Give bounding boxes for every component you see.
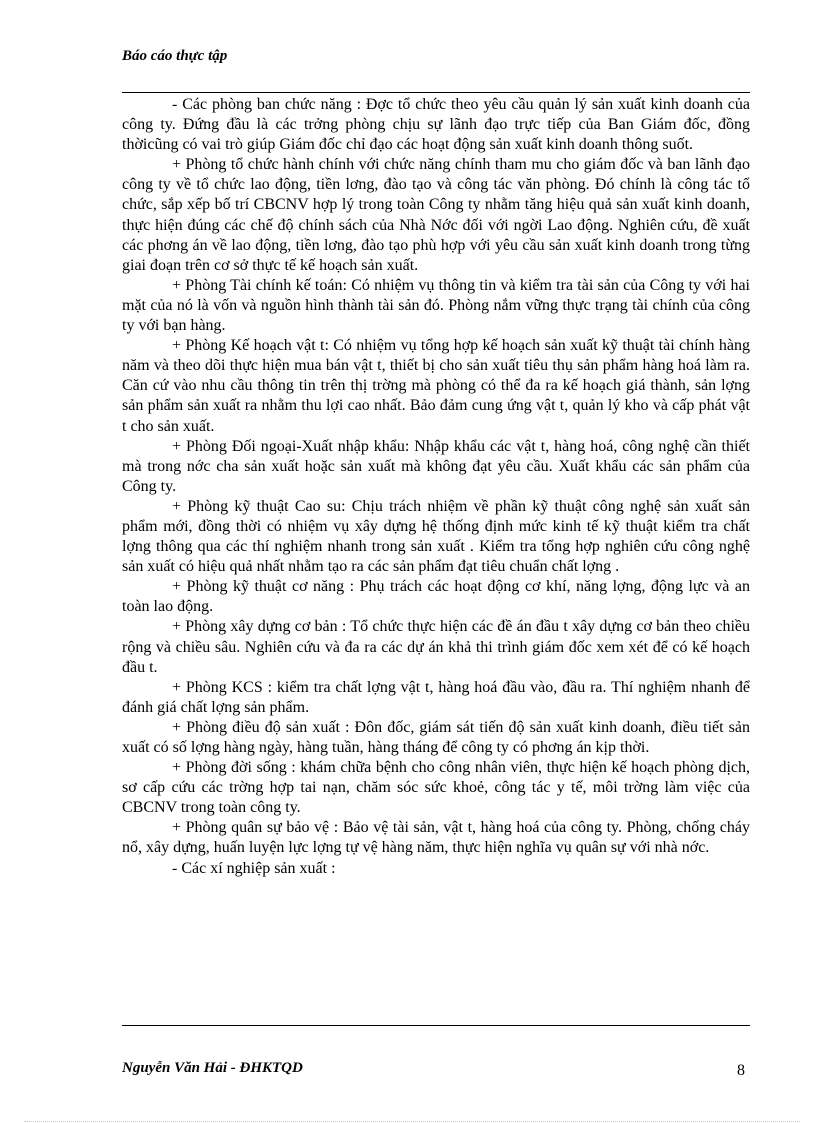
paragraph: + Phòng tổ chức hành chính với chức năng chính tham mu cho giám đốc và ban lãnh đạo công ty về tổ chức lao động, tiền lơng, đào tạo và công tác văn phòng. Đó chính là công tác tổ chức, sắp xếp bố trí CBCNV hợp lý trong toàn Công ty nhằm tăng hiệu quả sản xuất kinh doanh, thực hiện đúng các chế độ chính sách của Nhà Nớc đối với ngời Lao động. Nghiên cứu, đề xuất các phơng án về lao động, tiền lơng, đào tạo phù hợp với yêu cầu sản xuất kinh doanh trong từng giai đoạn trên cơ sở thực tế kế hoạch sản xuất. — [122, 156, 750, 274]
paragraph: - Các phòng ban chức năng : Đợc tổ chức theo yêu cầu quản lý sản xuất kinh doanh của công ty. Đứng đầu là các trởng phòng chịu sự lãnh đạo trực tiếp của Ban Giám đốc, đồng thờicũng có vai trò giúp Giám đốc chỉ đạo các hoạt động sản xuất kinh doanh thông suốt. — [122, 96, 750, 154]
paragraph: + Phòng KCS : kiểm tra chất lợng vật t, hàng hoá đầu vào, đầu ra. Thí nghiệm nhanh để đánh giá chất lợng sản phẩm. — [122, 678, 750, 716]
paragraph: - Các xí nghiệp sản xuất : — [172, 859, 336, 877]
footer-divider — [122, 1025, 750, 1026]
paragraph: + Phòng kỹ thuật cơ năng : Phụ trách các hoạt động cơ khí, năng lợng, động lực và an toàn lao động. — [122, 578, 750, 616]
page-header-title: Báo cáo thực tập — [122, 48, 228, 64]
page-break-line — [24, 1121, 800, 1122]
paragraph: + Phòng quân sự bảo vệ : Bảo vệ tài sản, vật t, hàng hoá của công ty. Phòng, chống cháy nổ, xây dựng, huấn luyện lực lợng tự vệ hàng năm, thực hiện nghĩa vụ quân sự với nhà nớc. — [122, 819, 750, 857]
paragraph: + Phòng Đối ngoại-Xuất nhập khẩu: Nhập khẩu các vật t, hàng hoá, công nghệ cần thiết mà trong nớc cha sản xuất hoặc sản xuất mà không đạt yêu cầu. Xuất khẩu các sản phẩm của Công ty. — [122, 437, 750, 495]
paragraph: + Phòng kỹ thuật Cao su: Chịu trách nhiệm về phần kỹ thuật công nghệ sản xuất sản phẩm mới, đồng thời có nhiệm vụ xây dựng hệ thống định mức kinh tế kỹ thuật kiểm tra chất lợng thông qua các thí nghiệm nhanh trong sản xuất . Kiểm tra tổng hợp nghiên cứu công nghệ sản xuất có hiệu quả nhất nhằm tạo ra các sản phẩm đạt tiêu chuẩn chất lợng . — [122, 497, 750, 576]
paragraph: + Phòng Kế hoạch vật t: Có nhiệm vụ tổng hợp kế hoạch sản xuất kỹ thuật tài chính hàng năm và theo dõi thực hiện mua bán vật t, thiết bị cho sản xuất tiêu thụ sản phẩm hàng hoá làm ra. Căn cứ vào nhu cầu thông tin trên thị trờng mà phòng có thể đa ra kế hoạch giá thành, sản lợng sản phẩm sản xuất ra nhằm thu lợi cao nhất. Bảo đảm cung ứng vật t, quản lý kho và cấp phát vật t cho sản xuất. — [122, 337, 750, 435]
paragraph: + Phòng điều độ sản xuất : Đôn đốc, giám sát tiến độ sản xuất kinh doanh, điều tiết sản xuất có số lợng hàng ngày, hàng tuần, hàng tháng để công ty có phơng án kịp thời. — [122, 718, 750, 756]
paragraph: + Phòng xây dựng cơ bản : Tổ chức thực hiện các đề án đầu t xây dựng cơ bản theo chiều rộng và chiều sâu. Nghiên cứu và đa ra các dự án khả thi trình giám đốc xem xét để có kế hoạch đầu t. — [122, 618, 750, 676]
page-number: 8 — [737, 1062, 745, 1079]
footer-author: Nguyễn Văn Hải - ĐHKTQD — [122, 1060, 303, 1076]
header-divider — [122, 92, 750, 93]
paragraph: + Phòng Tài chính kế toán: Có nhiệm vụ thông tin và kiểm tra tài sản của Công ty với hai mặt của nó là vốn và nguồn hình thành tài sản đó. Phòng nắm vững thực trạng tài chính của công ty với bạn hàng. — [122, 276, 750, 335]
paragraph: + Phòng đời sống : khám chữa bệnh cho công nhân viên, thực hiện kế hoạch phòng dịch, sơ cấp cứu các trờng hợp tai nạn, chăm sóc sức khoẻ, công tác y tế, môi trờng làm việc của CBCNV trong toàn công ty. — [122, 759, 750, 817]
document-body — [122, 95, 750, 879]
